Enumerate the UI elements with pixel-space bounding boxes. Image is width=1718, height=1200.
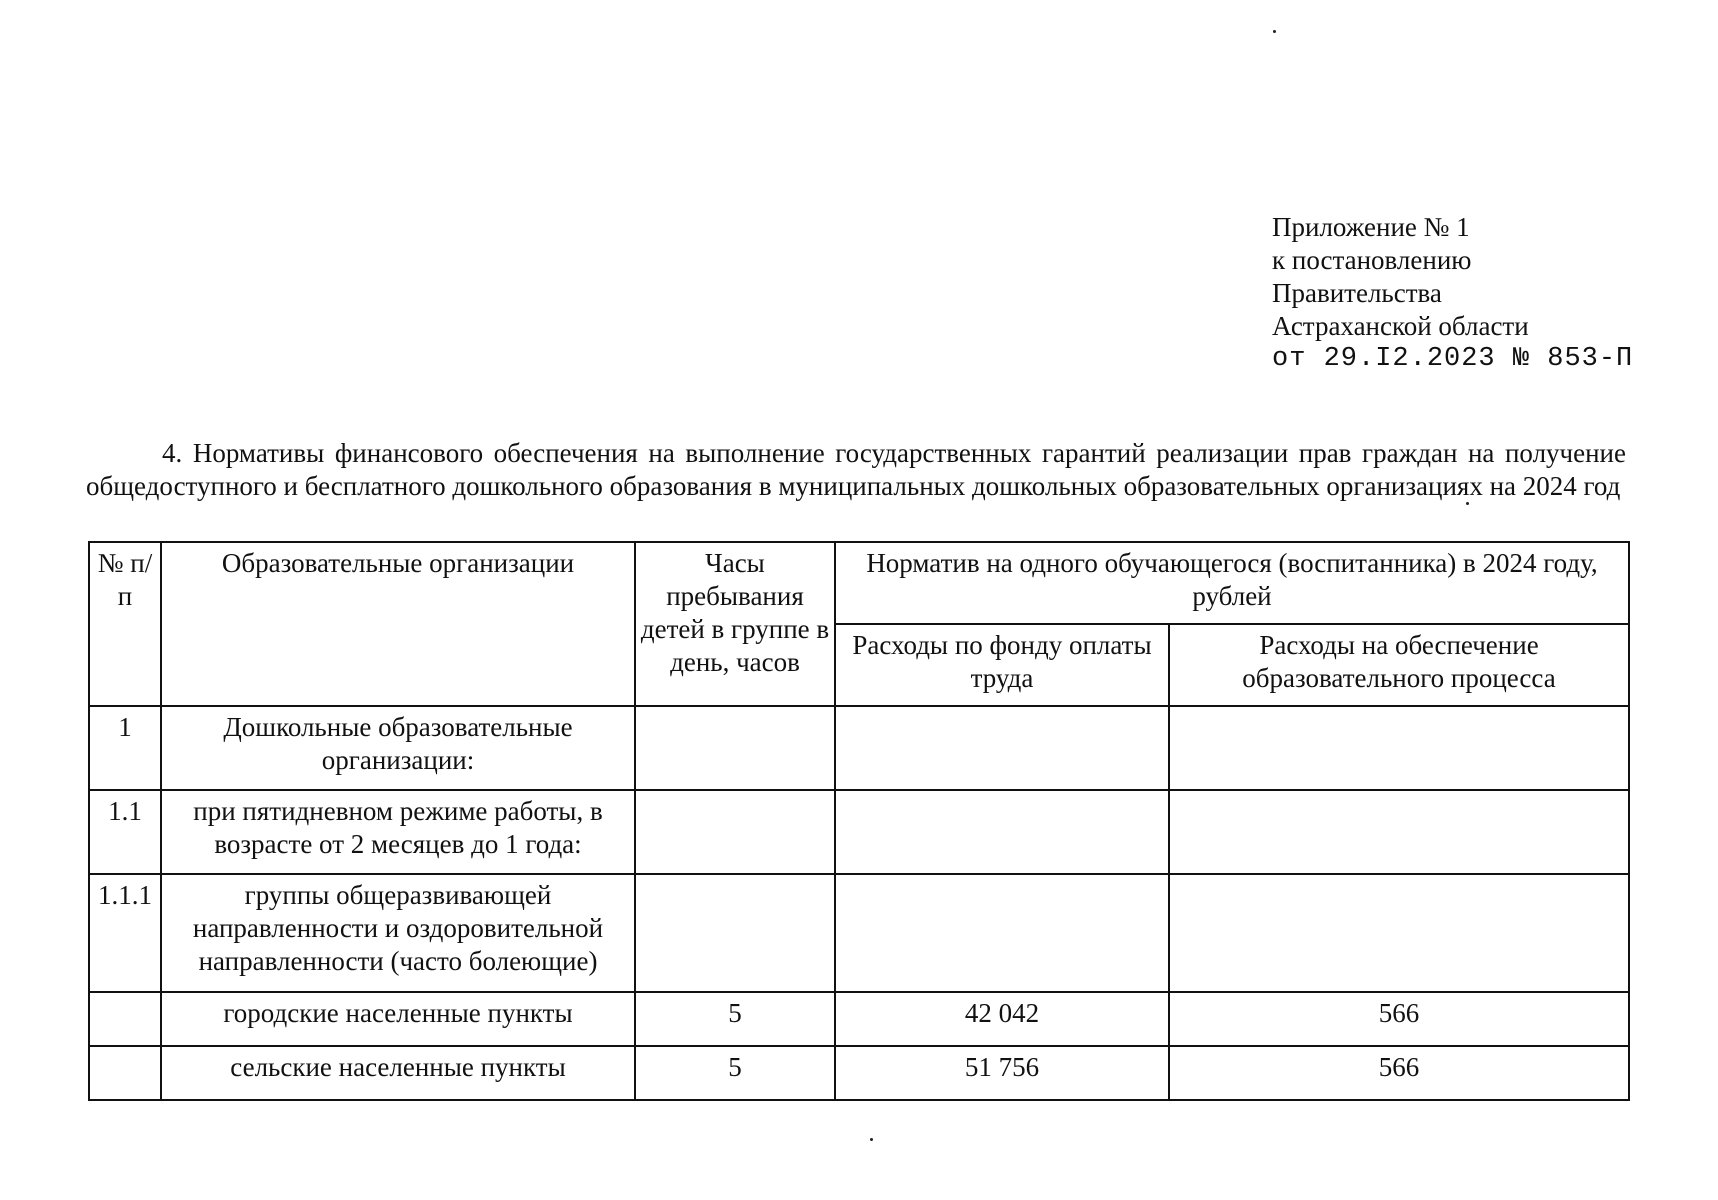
cell-salary xyxy=(835,790,1169,874)
header-salary-expenses: Расходы по фонду оплаты труда xyxy=(835,624,1169,706)
cell-org: городские населенные пункты xyxy=(161,992,635,1046)
section-heading: 4. Нормативы финансового обеспечения на выполнение государственных гарантий реализации прав граждан на получение общедоступного и бесплатного дошкольного образования в муниципальных дошкольных образовательных организациях на 2024 год xyxy=(86,438,1626,501)
table-header-row xyxy=(89,542,1629,624)
cell-salary: 42 042 xyxy=(835,992,1169,1046)
cell-hours xyxy=(635,874,835,992)
cell-org: сельские населенные пункты xyxy=(161,1046,635,1100)
header-hours: Часы пребывания детей в группе в день, часов xyxy=(635,542,835,706)
cell-salary xyxy=(835,874,1169,992)
appendix-line-3: Правительства xyxy=(1272,278,1442,308)
scan-speck xyxy=(1466,502,1469,505)
cell-num xyxy=(89,1046,161,1100)
cell-process: 566 xyxy=(1169,992,1629,1046)
header-num: № п/п xyxy=(89,542,161,706)
cell-hours: 5 xyxy=(635,1046,835,1100)
appendix-date-number: от 29.I2.2023 № 853-П xyxy=(1272,344,1634,374)
table-row xyxy=(89,992,1629,1046)
table-row xyxy=(89,790,1629,874)
cell-org: группы общеразвивающей направленности и оздоровительной направленности (часто болеющие) xyxy=(161,874,635,992)
cell-process xyxy=(1169,790,1629,874)
cell-process xyxy=(1169,874,1629,992)
cell-salary: 51 756 xyxy=(835,1046,1169,1100)
cell-process: 566 xyxy=(1169,1046,1629,1100)
scan-speck xyxy=(1273,30,1276,33)
cell-hours xyxy=(635,790,835,874)
appendix-line-4: Астраханской области xyxy=(1272,311,1529,341)
cell-salary xyxy=(835,706,1169,790)
table-row xyxy=(89,1046,1629,1100)
scan-speck xyxy=(870,1138,873,1141)
cell-process xyxy=(1169,706,1629,790)
header-organizations: Образовательные организации xyxy=(161,542,635,706)
cell-num xyxy=(89,992,161,1046)
appendix-title: Приложение № 1 xyxy=(1272,212,1470,242)
appendix-line-2: к постановлению xyxy=(1272,245,1472,275)
table-row xyxy=(89,874,1629,992)
cell-org: Дошкольные образовательные организации: xyxy=(161,706,635,790)
cell-hours: 5 xyxy=(635,992,835,1046)
cell-num: 1 xyxy=(89,706,161,790)
norms-table xyxy=(88,541,1630,1101)
cell-num: 1.1 xyxy=(89,790,161,874)
cell-num: 1.1.1 xyxy=(89,874,161,992)
table-row xyxy=(89,706,1629,790)
appendix-block xyxy=(1272,211,1633,376)
header-process-expenses: Расходы на обеспечение образовательного процесса xyxy=(1169,624,1629,706)
header-norm: Норматив на одного обучающегося (воспитанника) в 2024 году, рублей xyxy=(835,542,1629,624)
cell-hours xyxy=(635,706,835,790)
cell-org: при пятидневном режиме работы, в возрасте от 2 месяцев до 1 года: xyxy=(161,790,635,874)
